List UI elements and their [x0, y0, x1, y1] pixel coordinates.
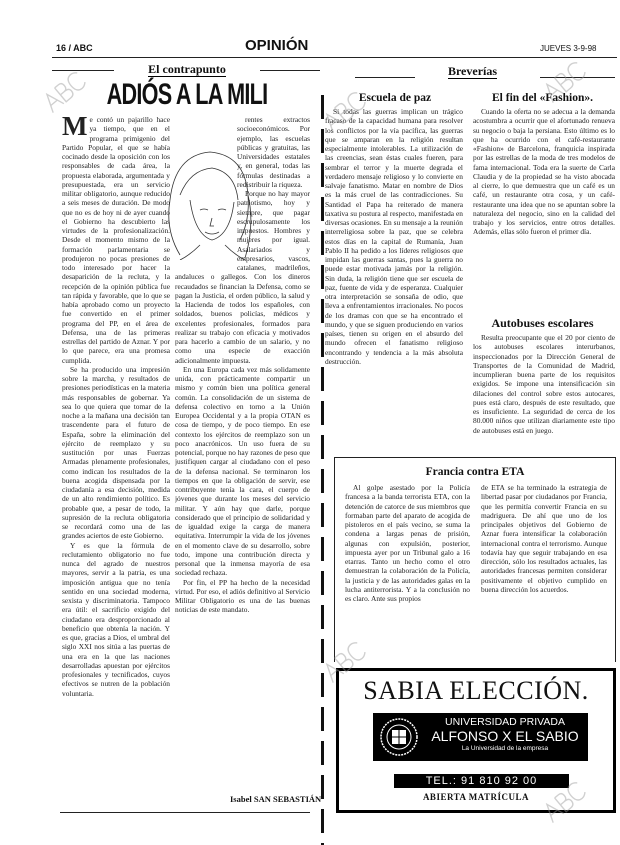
header-rule	[52, 57, 617, 58]
ad-logo-banner: UNIVERSIDAD PRIVADA ALFONSO X EL SABIO La Universidad de la empresa	[373, 713, 588, 761]
ad-headline: SABIA ELECCIÓN.	[363, 676, 589, 705]
section-kicker: El contrapunto	[148, 62, 226, 76]
headline: ADIÓS A LA MILI	[106, 78, 268, 111]
breverias-section-title: Breverías	[447, 64, 498, 78]
university-advertisement[interactable]	[336, 668, 616, 813]
ad-phone: TEL.: 91 810 92 00	[394, 774, 569, 788]
contrapunto-kicker-wrap	[52, 62, 322, 76]
editorial-box	[334, 457, 616, 662]
editorial-title: Francia contra ETA	[425, 466, 525, 478]
brief-title: Autobuses escolares	[491, 316, 594, 330]
page-number: 16 / ABC	[56, 43, 93, 53]
editorial-column-1: Al golpe asestado por la Policía francesa a la banda terrorista ETA, con la detención de catorce de sus miembros que formaban parte del aparato de acogida de pistoleros en el país vecino, se suma la condena a largas penas de prisión, algunas con expulsión, posterior, impuesta ayer por un Tribunal galo a 16 etarras. Tanto un hecho como el otro demuestran la colaboración de la Policía, la justicia y de las autoridades galas en la lucha antiterrorista. Y a la conclusión no es claro. Ante sus propios	[345, 483, 470, 603]
issue-date: JUEVES 3-9-98	[540, 44, 597, 53]
university-seal-icon	[379, 717, 419, 757]
ad-cta: ABIERTA MATRÍCULA	[422, 792, 530, 802]
brief-title: Escuela de paz	[358, 92, 432, 104]
brief-text: Si todas las guerras implican un trágico fracaso de la capacidad humana para resolver los conflictos por la vía pacífica, las guerras que se amparan en la religión resultan especialmente intolerables. La utilización de las creencias, sean éstas cuales fueren, para sembrar el terror y la muerte degrada el verdadero mensaje religioso y lo convierte en salvaje fanatismo. Matar en nombre de Dios es la más cruel de las contradicciones. Su Santidad el Papa ha reiterado de manera taxativa su postura al respecto, manifestada en diversas ocasiones. En su mensaje a la reunión interreligiosa sobre la paz, que se celebra estos días en la capital de Rumanía, Juan Pablo II ha pedido a los líderes religiosos que impidan las guerras santas, pues la guerra no puede estar motivada jamás por la religión. Sin duda, la religión tiene que ser escuela de paz, fuente de vida y de esperanza. Cualquier otra interpretación se sonsaña de odio, que lleva a enfrentamientos irracionales. No pocos de los dramas con que se ha encontrado el mundo, y que se siguen produciendo en varios países, tienen su origen en el absurdo del mundo ofrecen el fanatismo religioso encontrando y tendencia a la más absoluta destrucción.	[325, 107, 463, 366]
author-signature: Isabel SAN SEBASTIÁN	[230, 794, 322, 804]
article-column-1: Me contó un pajarillo hace ya tiempo, que en el programa primigenio del Partido Popular, el que se había cocinado desde la oposición con los responsables de cada área, la propuesta elaborada, argumentada y presupuestada, era un servicio militar obligatorio, aunque reducido a seis meses de duración. De modo que no es de hoy ni de ayer cuando el Gobierno ha descubierto las virtudes de la profesionalización. Desde el momento mismo de la formación parlamentaria se produjeron no pocas presiones de todo interesado por hacer la desaparición de la recluta, y la recepción de la opinión pública fue tan rápida y favorable, que lo que se había aprobado como un proyecto fue convertido en el primer programa del PP, en el área de Defensa, una de las primeras estrellas del partido de Aznar. Y por lo que parece, era una promesa cumplida. Se ha producido una impresión sobre la marcha, y resultados de presiones periodísticas en la materia más responsables de gobernar. Ya sea lo que quiera que tomar de la noche a la mañana una decisión tan trascendente para el futuro de España, sobre la eliminación del ejército de reemplazo y su sustitución por unas Fuerzas Armadas plenamente profesionales, como indican los resultados de la buena acogida dispensada por la ciudadanía a esa decisión, medida de un alto rendimiento político. Es probable que, a pesar de todo, la supresión de la recluta obligatoria se recordará como una de las grandes aciertos de este Gobierno. Y es que la fórmula de reclutamiento obligatorio no fue nunca del agrado de nuestros mayores, servir a la patria, es una imposición antigua que no tenía sentido en una sociedad moderna, sexista y discriminatoria. Tampoco era útil: el sacrificio exigido del ciudadano era desproporcionado al beneficio que obtenía la nación. Y es que, gracias a Dios, el umbral del siglo XXI nos sitúa a las puertas de una era en la que las naciones desarrolladas apuestan por ejércitos profesionales y tecnificados, cuyos efectivos se nutren de la población voluntaria.	[62, 115, 170, 698]
section-title: OPINIÓN	[245, 37, 309, 54]
brief-title: El fin del «Fashion».	[492, 92, 593, 104]
column-divider	[321, 95, 324, 845]
brief-text: Resulta preocupante que el 20 por ciento de los autobuses escolares interurbanos, inspeccionados por la Dirección General de Transportes de la Comunidad de Madrid, incumplieran buena parte de los requisitos exigidos. Se impone una intensificación sin dilaciones del control sobre estos autocares, pues está claro, después de este resultado, que es insuficiente. La seguridad de cerca de los 80.000 niños que utilizan diariamente este tipo de autobuses está en juego.	[473, 333, 615, 435]
article-column-2: rentes extractos socioeconómicos. Por ejemplo, las escuelas públicas y gratuitas, las Universidades estatales y, en general, todas las fórmulas destinadas a redistribuir la riqueza. Porque no hay mayor patriotismo, hoy y siempre, que pagar escrupulosamente los impuestos. Hombres y mujeres por igual. Asalariados y empresarios, vascos, catalanes, madrileños, andaluces o gallegos. Con los dineros recaudados se financian la Defensa, como se pagan la Justicia, el orden público, la salud y la Hacienda de todos los españoles, con soldados, buenos policías, médicos y excelentes profesionales, formados para realizar su trabajo con eficacia y motivados para hacerlo a cambio de un salario, y no como una especie de exacción adicionalmente impuesta. En una Europa cada vez más solidamente unida, con prácticamente compartir un mismo y común bien una política general común. La consolidación de un sistema de defensa colectivo en torno a la Unión Europea Occidental y a la propia OTAN es cosa de tiempo, y de poco tiempo. En ese contexto los ejércitos de reemplazo son un poco anacrónicos. Un uso fuera de su potencial, porque no hay razones de peso que justifiquen cargar al ciudadano con el peso de la defensa nacional. Se terminaron los tiempos en que la obligación de servir, ese contribuyente tenía la cara, el cuerpo de jóvenes que durante los meses del servicio militar. Y aún hay que darle, porque considerado que el principio de solidaridad y de igualdad exige la carga de manera equitativa. Interrumpir la vida de los jóvenes en el momento clave de su desarrollo, sobre todo, impone una contribución directa y personal que la inmensa mayoría de esa sociedad rechaza. Por fin, el PP ha hecho de la necesidad virtud. Por eso, el adiós definitivo al Servicio Militar Obligatorio es una de las buenas noticias de este mandato.	[175, 115, 310, 615]
brief-text: Cuando la oferta no se adecua a la demanda acostumbra a ocurrir que el afortunado renueva su negocio o baja la persiana. Esto último es lo que ha ocurrido con el café-restaurante «Fashion» de Barcelona, franquicia inspirada por las estrellas de la moda de tres modelos de fama internacional. Toda era la suerte de Carla Claudia y de la propiedad se ha visto abocada al cierre, lo que demuestra que un café es un café, un restaurante otra cosa, y un café-restaurante una idea que no se apuntan sobre la naturaleza del negocio, sino en la calidad del trabajo y los servicios, entre otros detalles. Además, ellas sólo fueron el primer día.	[473, 107, 615, 237]
editorial-column-2: de ETA se ha terminado la estrategia de libertad pasar por ciudadanos por Francia, que les permitía convertir Francia en su madriguera. De ahí que uno de los principales objetivos del Gobierno de Aznar fuera intensificar la colaboración internacional contra el terrorismo. Aunque todavía hay que seguir trabajando en esa dirección, sólo los resultados actuales, las autoridades francesas permiten considerar positivamente el objetivo cumplido en buena dirección los acuerdos.	[481, 483, 607, 594]
